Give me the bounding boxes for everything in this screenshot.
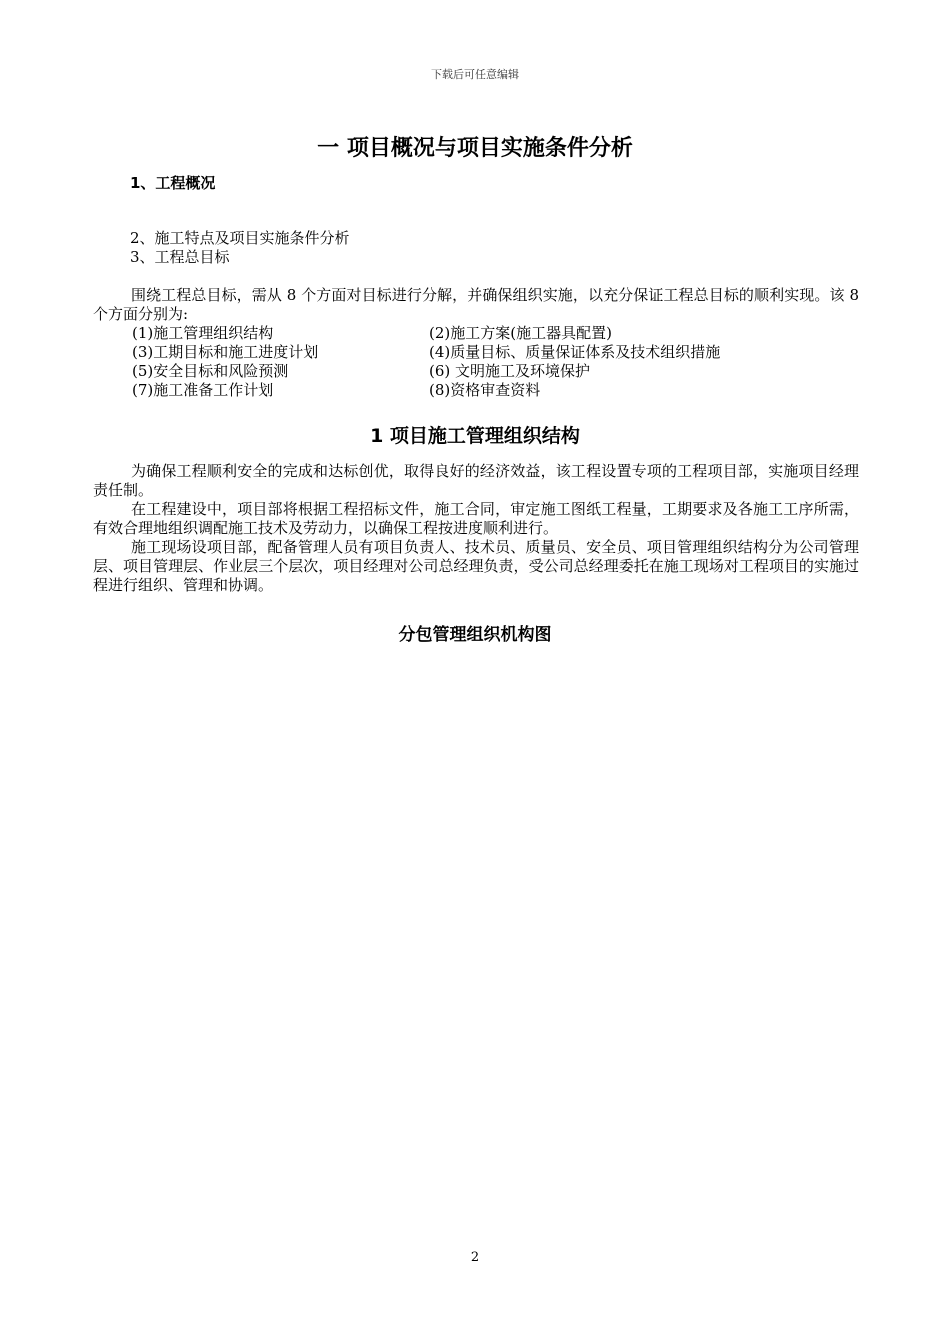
aspect-item: (1)施工管理组织结构 <box>132 324 274 342</box>
aspects-row <box>132 324 852 343</box>
aspects-list <box>132 324 852 400</box>
aspect-item: (8)资格审查资料 <box>429 381 541 399</box>
aspects-row <box>132 381 852 400</box>
aspect-item: (7)施工准备工作计划 <box>132 381 274 399</box>
aspect-item: (4)质量目标、质量保证体系及技术组织措施 <box>429 343 721 361</box>
intro-paragraph <box>93 286 859 324</box>
header-note: 下载后可任意编辑 <box>431 68 519 81</box>
intro-text: 围绕工程总目标，需从 8 个方面对目标进行分解，并确保组织实施，以充分保证工程总目标的顺利实现。该 8 个方面分别为: <box>93 286 859 323</box>
main-heading: 一 项目概况与项目实施条件分析 <box>317 136 633 161</box>
list-item-goal: 3、工程总目标 <box>130 248 230 266</box>
section-body <box>93 462 859 595</box>
section-heading: 1 项目施工管理组织结构 <box>370 425 580 447</box>
section-paragraph: 在工程建设中，项目部将根据工程招标文件，施工合同，审定施工图纸工程量，工期要求及各施工工序所需，有效合理地组织调配施工技术及劳动力，以确保工程按进度顺利进行。 <box>93 500 859 537</box>
aspect-item: (3)工期目标和施工进度计划 <box>132 343 319 361</box>
sub-heading-overview: 1、工程概况 <box>130 174 216 192</box>
org-chart-heading: 分包管理组织机构图 <box>398 625 552 645</box>
aspect-item: (6) 文明施工及环境保护 <box>429 362 591 380</box>
aspect-item: (5)安全目标和风险预测 <box>132 362 289 380</box>
aspects-row <box>132 343 852 362</box>
section-paragraph: 施工现场设项目部，配备管理人员有项目负责人、技术员、质量员、安全员、项目管理组织结构分为公司管理层、项目管理层、作业层三个层次，项目经理对公司总经理负责，受公司总经理委托在施工现场对工程项目的实施过程进行组织、管理和协调。 <box>93 538 859 594</box>
section-paragraph: 为确保工程顺利安全的完成和达标创优，取得良好的经济效益，该工程设置专项的工程项目部，实施项目经理责任制。 <box>93 462 859 499</box>
list-item-features: 2、施工特点及项目实施条件分析 <box>130 229 350 247</box>
page-number: 2 <box>470 1250 480 1265</box>
aspect-item: (2)施工方案(施工器具配置) <box>429 324 612 342</box>
aspects-row <box>132 362 852 381</box>
